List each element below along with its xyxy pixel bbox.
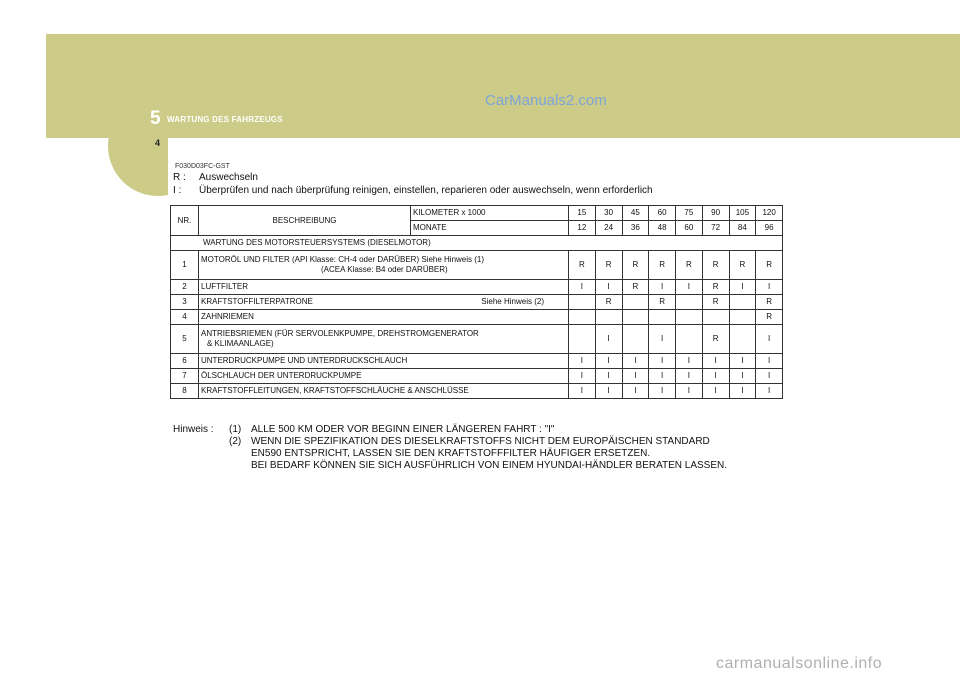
legend-inspect — [173, 185, 653, 196]
page-number: 4 — [155, 138, 161, 148]
row-value: R — [756, 310, 783, 325]
km-row — [171, 206, 783, 221]
row-value: I — [756, 369, 783, 384]
row-value: R — [702, 251, 729, 280]
row-value — [595, 310, 622, 325]
months-label: MONATE — [411, 221, 569, 236]
row-value: I — [676, 280, 703, 295]
row-nr: 5 — [171, 325, 199, 354]
maintenance-schedule-table — [170, 205, 783, 399]
notes-label: Hinweis : — [173, 424, 214, 435]
row-description — [199, 325, 569, 354]
row-value: I — [649, 384, 676, 399]
note-text-continued: BEI BEDARF KÖNNEN SIE SICH AUSFÜHRLICH VON EINEM HYUNDAI-HÄNDLER BERATEN LASSEN. — [251, 460, 728, 471]
row-value: I — [649, 280, 676, 295]
notes-label-spacer — [173, 436, 229, 448]
row-value — [729, 310, 756, 325]
month-value: 72 — [702, 221, 729, 236]
row-value: I — [569, 384, 596, 399]
row-nr: 8 — [171, 384, 199, 399]
row-value: R — [595, 295, 622, 310]
table-row — [171, 280, 783, 295]
row-value: R — [702, 280, 729, 295]
km-value: 60 — [649, 206, 676, 221]
row-value: I — [729, 369, 756, 384]
month-value: 36 — [622, 221, 649, 236]
row-desc-line1: MOTORÖL UND FILTER (API Klasse: CH-4 oder DARÜBER) Siehe Hinweis (1) — [201, 255, 485, 264]
km-value: 90 — [702, 206, 729, 221]
row-value — [676, 325, 703, 354]
row-value — [569, 325, 596, 354]
row-value — [649, 310, 676, 325]
row-value: R — [649, 295, 676, 310]
section-title: WARTUNG DES FAHRZEUGS — [167, 115, 283, 124]
row-nr: 6 — [171, 354, 199, 369]
row-value: I — [595, 280, 622, 295]
km-value: 15 — [569, 206, 596, 221]
document-code: F030D03FC-GST — [175, 163, 230, 170]
note-number: (2) — [229, 436, 242, 447]
row-desc-line2: (ACEA Klasse: B4 oder DARÜBER) — [321, 265, 448, 274]
row-description: ZAHNRIEMEN — [199, 310, 569, 325]
row-value — [729, 295, 756, 310]
table-row — [171, 325, 783, 354]
row-desc-line2: & KLIMAANLAGE) — [207, 339, 274, 348]
km-value: 45 — [622, 206, 649, 221]
watermark-bottom[interactable]: carmanualsonline.info — [716, 655, 883, 672]
description-header: BESCHREIBUNG — [199, 206, 411, 236]
row-value: I — [702, 369, 729, 384]
row-description: ÖLSCHLAUCH DER UNTERDRUCKPUMPE — [199, 369, 569, 384]
row-value: I — [756, 280, 783, 295]
row-value: I — [569, 369, 596, 384]
note-text-continued: EN590 ENTSPRICHT, LASSEN SIE DEN KRAFTSTOFFFILTER HÄUFIGER ERSETZEN. — [251, 448, 651, 459]
row-desc-line1: ANTRIEBSRIEMEN (FÜR SERVOLENKPUMPE, DREHSTROMGENERATOR — [201, 329, 479, 338]
row-value: R — [729, 251, 756, 280]
row-description: KRAFTSTOFFLEITUNGEN, KRAFTSTOFFSCHLÄUCHE & ANSCHLÜSSE — [199, 384, 569, 399]
row-description — [199, 251, 569, 280]
legend-replace — [173, 172, 258, 183]
section-number: 5 — [150, 108, 161, 129]
row-value: I — [676, 369, 703, 384]
row-value: I — [729, 384, 756, 399]
row-nr: 2 — [171, 280, 199, 295]
km-value: 120 — [756, 206, 783, 221]
row-value: I — [595, 325, 622, 354]
legend-text: Auswechseln — [199, 172, 258, 183]
row-value: I — [702, 384, 729, 399]
month-value: 84 — [729, 221, 756, 236]
row-value: R — [649, 251, 676, 280]
row-value — [622, 310, 649, 325]
row-value: I — [569, 280, 596, 295]
row-nr: 4 — [171, 310, 199, 325]
row-value: I — [756, 325, 783, 354]
row-value: R — [676, 251, 703, 280]
row-value — [729, 325, 756, 354]
row-value: R — [622, 251, 649, 280]
row-value: I — [756, 384, 783, 399]
table-row — [171, 354, 783, 369]
row-value: R — [756, 295, 783, 310]
km-value: 75 — [676, 206, 703, 221]
nr-header: NR. — [171, 206, 199, 236]
row-value: I — [649, 354, 676, 369]
row-nr: 1 — [171, 251, 199, 280]
section-label: WARTUNG DES MOTORSTEUERSYSTEMS (DIESELMOTOR) — [171, 236, 783, 251]
table-row — [171, 384, 783, 399]
table-row — [171, 251, 783, 280]
row-value — [702, 310, 729, 325]
row-value: I — [649, 369, 676, 384]
row-value: I — [676, 354, 703, 369]
row-value: R — [702, 325, 729, 354]
row-value: I — [649, 325, 676, 354]
row-description — [199, 295, 569, 310]
legend-key: R : — [173, 172, 186, 183]
row-nr: 7 — [171, 369, 199, 384]
row-nr: 3 — [171, 295, 199, 310]
row-value: I — [569, 354, 596, 369]
row-value: R — [569, 251, 596, 280]
row-value — [622, 325, 649, 354]
row-value: I — [756, 354, 783, 369]
month-value: 60 — [676, 221, 703, 236]
row-value — [676, 295, 703, 310]
row-description: LUFTFILTER — [199, 280, 569, 295]
watermark-top[interactable]: CarManuals2.com — [485, 92, 607, 109]
row-value: R — [622, 280, 649, 295]
month-value: 96 — [756, 221, 783, 236]
km-value: 30 — [595, 206, 622, 221]
row-value: I — [595, 384, 622, 399]
row-note: Siehe Hinweis (2) — [481, 297, 544, 306]
row-value: I — [729, 354, 756, 369]
table-row — [171, 295, 783, 310]
table-row — [171, 310, 783, 325]
month-value: 48 — [649, 221, 676, 236]
row-value — [622, 295, 649, 310]
row-value — [569, 295, 596, 310]
notes-block — [173, 424, 727, 472]
table-row — [171, 369, 783, 384]
legend-key: I : — [173, 185, 182, 196]
row-value: I — [702, 354, 729, 369]
km-label: KILOMETER x 1000 — [411, 206, 569, 221]
row-value: R — [595, 251, 622, 280]
row-value: I — [622, 369, 649, 384]
row-value: I — [729, 280, 756, 295]
row-value: R — [702, 295, 729, 310]
note-text: ALLE 500 KM ODER VOR BEGINN EINER LÄNGEREN FAHRT : "I" — [251, 424, 555, 435]
row-value: I — [595, 354, 622, 369]
month-value: 12 — [569, 221, 596, 236]
row-desc-line1: KRAFTSTOFFILTERPATRONE — [201, 297, 313, 306]
row-value: I — [676, 384, 703, 399]
row-value — [569, 310, 596, 325]
row-description: UNTERDRUCKPUMPE UND UNTERDRUCKSCHLAUCH — [199, 354, 569, 369]
month-value: 24 — [595, 221, 622, 236]
legend-text: Überprüfen und nach überprüfung reinigen, einstellen, reparieren oder auswechseln, wenn erforderlich — [199, 185, 653, 196]
note-text: WENN DIE SPEZIFIKATION DES DIESELKRAFTSTOFFS NICHT DEM EUROPÄISCHEN STANDARD — [251, 436, 710, 447]
row-value — [676, 310, 703, 325]
row-value: I — [595, 369, 622, 384]
km-value: 105 — [729, 206, 756, 221]
note-number: (1) — [229, 424, 242, 435]
row-value: I — [622, 354, 649, 369]
row-value: R — [756, 251, 783, 280]
section-row — [171, 236, 783, 251]
row-value: I — [622, 384, 649, 399]
